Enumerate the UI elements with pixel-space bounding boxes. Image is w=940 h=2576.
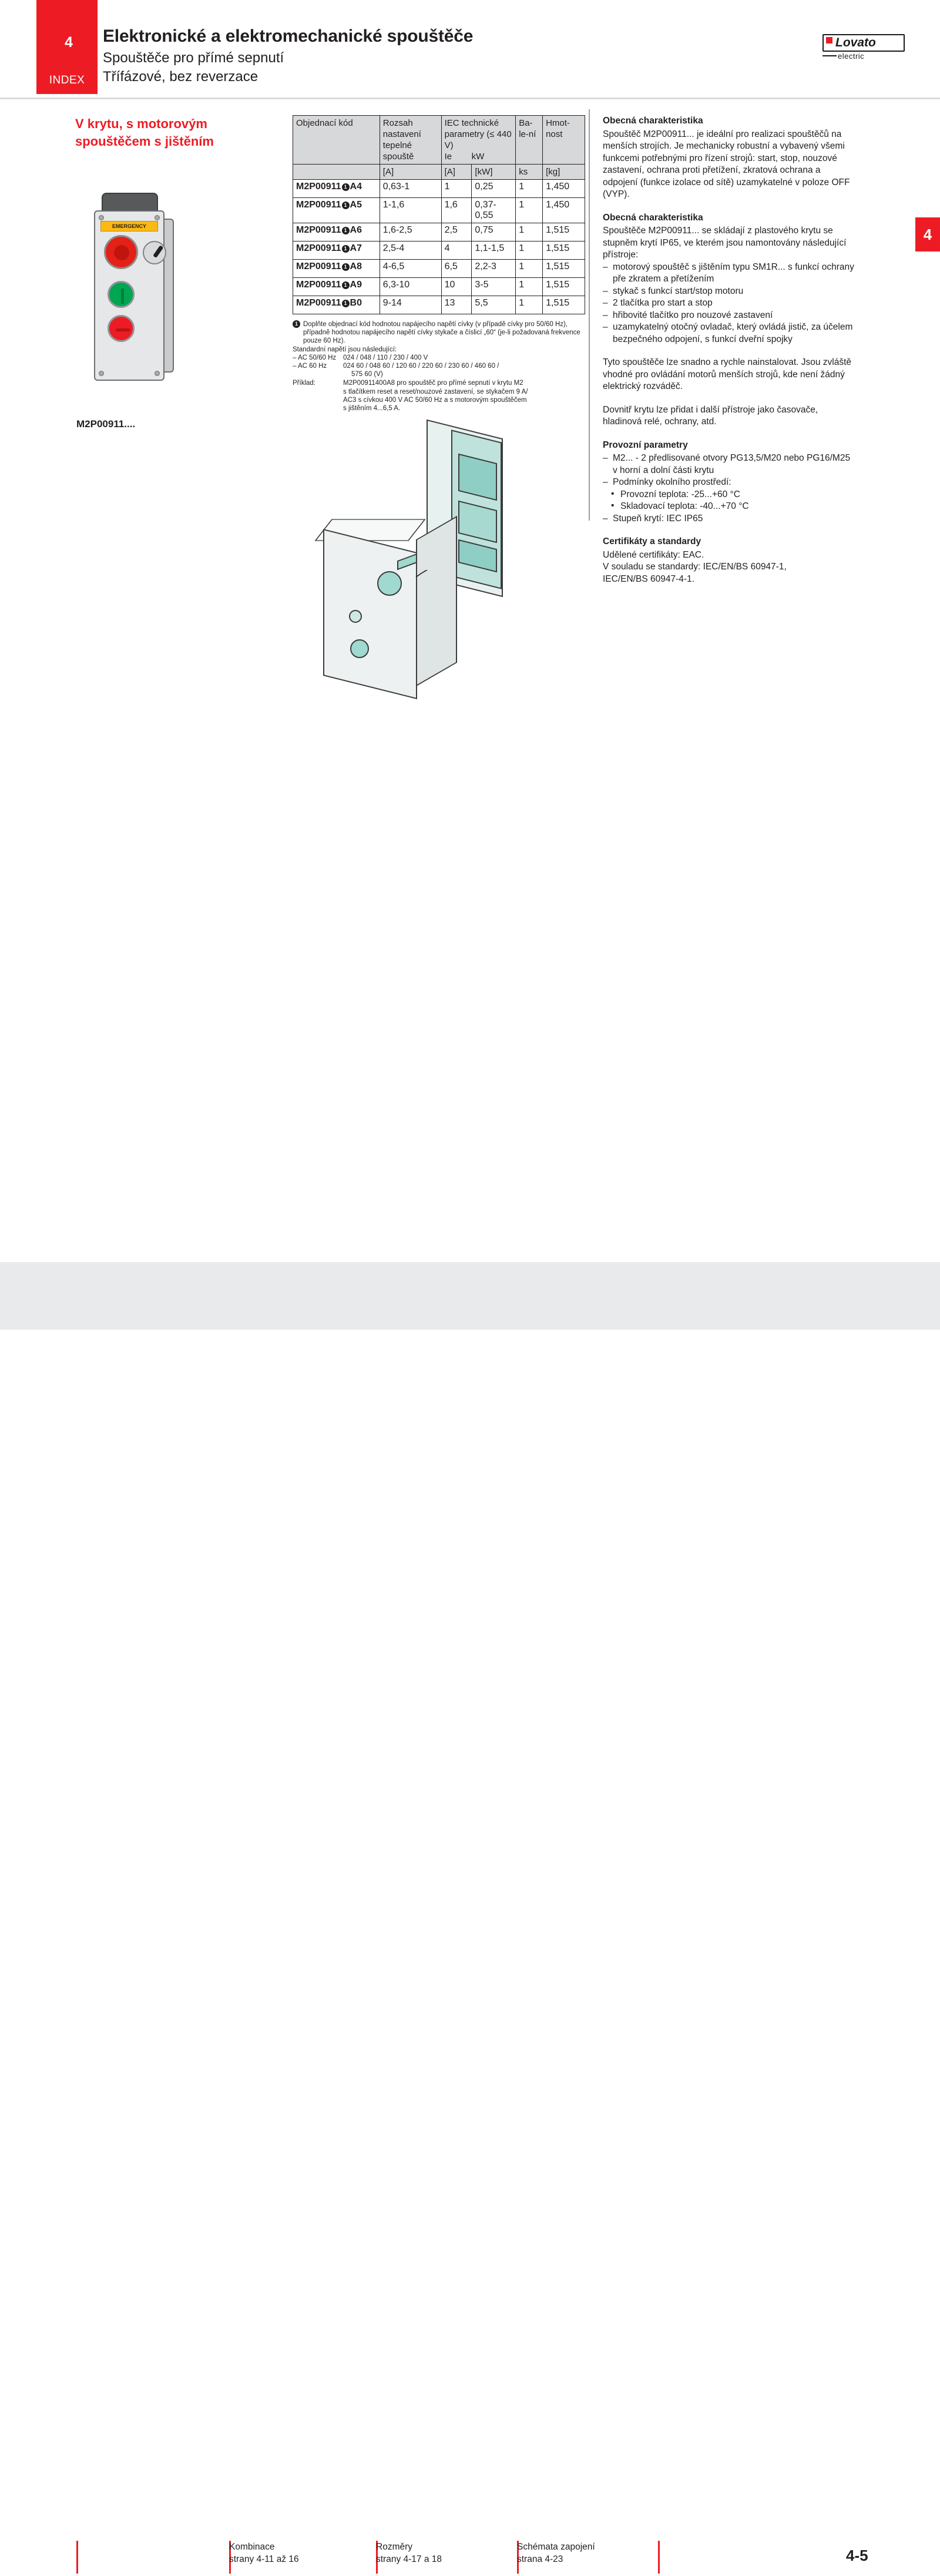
logo-subtext: electric xyxy=(838,52,865,61)
cell-thermal-range: 1-1,6 xyxy=(380,198,441,223)
certificates-standards-block xyxy=(603,536,855,585)
start-icon xyxy=(121,289,124,304)
footer-link-schemata-title: Schémata zapojení xyxy=(517,2542,595,2552)
list-item: – stykač s funkcí start/stop motoru xyxy=(603,286,855,298)
cell-kw: 0,25 xyxy=(472,180,516,198)
cell-thermal-range: 1,6-2,5 xyxy=(380,223,441,242)
product-table-wrap xyxy=(293,115,586,314)
table-row xyxy=(293,278,585,296)
cell-kw: 5,5 xyxy=(472,296,516,314)
block5-title: Provozní parametry xyxy=(603,440,688,450)
installation-note-block xyxy=(603,357,855,393)
cell-kw: 3-5 xyxy=(472,278,516,296)
order-code-bullet-icon: 1 xyxy=(342,183,350,191)
cell-packaging: 1 xyxy=(516,223,543,242)
block2-list xyxy=(603,261,855,346)
cell-thermal-range: 2,5-4 xyxy=(380,242,441,260)
list-item: – motorový spouštěč s jištěním typu SM1R... s funkcí ochrany pře zkratem a přetížením xyxy=(603,261,855,286)
enclosure-top xyxy=(102,193,158,213)
cell-ie: 1,6 xyxy=(441,198,472,223)
cell-packaging: 1 xyxy=(516,296,543,314)
cell-ie: 6,5 xyxy=(441,260,472,278)
block1-text: Spouštěč M2P00911... je ideální pro realizaci spouštěčů na menších strojích. Je mechanicky robustní a vybavený všemi funkcemi potřebnými pro řízení strojů: start, stop, nouzové zastavení, ochrana proti přetížení, zkratová ochrana a odpojení (funkce izolace od sítě) uzamykatelné v poloze OFF (VYP). xyxy=(603,129,850,199)
block3-text: Tyto spouštěče lze snadno a rychle nainstalovat. Jsou zvláště vhodné pro ovládání motorů menších strojů, kde není žádný elektrický rozváděč. xyxy=(603,357,852,391)
footnote-example-l1: M2P00911400A8 pro spouštěč pro přímé sepnutí v krytu M2 xyxy=(343,380,523,387)
block2-text: Spouštěče M2P00911... se skládají z plastového krytu se stupněm krytí IP65, ve kterém jsou namontovány následující přístroje: xyxy=(603,226,847,260)
cell-ie: 1 xyxy=(441,180,472,198)
footnote-example-l3: AC3 s cívkou 400 V AC 50/60 Hz a s motorovým spouštěčem xyxy=(343,396,527,404)
footnote-bullet-icon: 1 xyxy=(293,320,300,328)
block6-title: Certifikáty a standardy xyxy=(603,536,701,546)
list-item: • Skladovací teplota: -40...+70 °C xyxy=(603,501,855,513)
list-item: – Stupeň krytí: IEC IP65 xyxy=(603,513,855,525)
cell-weight: 1,515 xyxy=(543,278,585,296)
cell-weight: 1,450 xyxy=(543,180,585,198)
cell-thermal-range: 4-6,5 xyxy=(380,260,441,278)
footnote-v1-value: 024 / 048 / 110 / 230 / 400 V xyxy=(343,354,428,361)
footer-separator xyxy=(76,2541,78,2574)
list-item: – 2 tlačítka pro start a stop xyxy=(603,297,855,310)
logo-red-square xyxy=(826,37,832,43)
cell-ie: 10 xyxy=(441,278,472,296)
unit-range: [A] xyxy=(380,165,441,180)
emergency-label: EMERGENCY xyxy=(100,221,158,232)
page-footer xyxy=(0,1262,940,2564)
list-item: – M2... - 2 předlisované otvory PG13,5/M20 nebo PG16/M25 v horní a dolní části krytu xyxy=(603,452,855,477)
footnote-v2-value-l1: 024 60 / 048 60 / 120 60 / 220 60 / 230 60 / 460 60 / xyxy=(343,363,499,370)
cell-packaging: 1 xyxy=(516,278,543,296)
logo-underline xyxy=(822,55,837,56)
index-label[interactable]: INDEX xyxy=(49,74,85,86)
side-chapter-tab[interactable] xyxy=(915,217,940,251)
operating-parameters-block xyxy=(603,440,855,525)
cell-ie: 2,5 xyxy=(441,223,472,242)
exploded-assembly-drawing xyxy=(311,423,588,752)
order-code-bullet-icon: 1 xyxy=(342,245,350,253)
header-divider xyxy=(0,98,940,99)
footnote-v2-value-l2: 575 60 (V) xyxy=(351,371,383,378)
footer-link-kombinace-pages: strany 4-11 až 16 xyxy=(229,2554,299,2564)
table-row xyxy=(293,242,585,260)
footer-link-schemata[interactable] xyxy=(517,2541,595,2565)
footer-link-rozmery-title: Rozměry xyxy=(376,2542,413,2552)
footnote-main-text: Doplňte objednací kód hodnotou napájecího napětí cívky (v případě cívky pro 50/60 Hz), případně hodnotou napájecího napětí cívky stykače a číslicí „60“ (je-li požadovaná frekvence pouze 60 Hz). xyxy=(303,321,580,345)
page-title: Elektronické a elektromechanické spouštěče xyxy=(103,26,474,46)
section-title-line2: spouštěčem s jištěním xyxy=(75,134,214,149)
cell-ie: 13 xyxy=(441,296,472,314)
footer-separator xyxy=(658,2541,660,2574)
table-row xyxy=(293,296,585,314)
th-packaging: Ba-le-ní xyxy=(516,116,543,165)
logo-wordmark: Lovato xyxy=(835,36,876,49)
header-titles xyxy=(103,26,473,86)
footer-link-kombinace[interactable] xyxy=(229,2541,299,2565)
stop-button-red xyxy=(108,315,135,342)
table-row xyxy=(293,223,585,242)
order-code-bullet-icon: 1 xyxy=(342,300,350,307)
order-code-bullet-icon: 1 xyxy=(342,227,350,234)
page-header xyxy=(0,0,940,98)
column-divider xyxy=(589,109,590,521)
lovato-electric-logo xyxy=(822,34,905,62)
rotary-selector-knob xyxy=(143,241,166,264)
screw-icon xyxy=(155,371,160,376)
unit-code xyxy=(293,165,380,180)
cell-weight: 1,515 xyxy=(543,242,585,260)
cell-packaging: 1 xyxy=(516,242,543,260)
drawing-small-button xyxy=(349,610,362,623)
index-tab[interactable] xyxy=(36,0,98,94)
cell-thermal-range: 9-14 xyxy=(380,296,441,314)
cell-order-code: M2P00911 1 B0 xyxy=(293,296,380,314)
table-footnote xyxy=(293,320,586,412)
general-characteristics-block-2 xyxy=(603,212,855,346)
footer-items xyxy=(0,2541,940,2576)
cell-order-code: M2P00911 1 A5 xyxy=(293,198,380,223)
table-row xyxy=(293,180,585,198)
block6-line2: V souladu se standardy: IEC/EN/BS 60947-1, xyxy=(603,562,787,572)
th-weight: Hmot-nost xyxy=(543,116,585,165)
unit-kw: [kW] xyxy=(472,165,516,180)
list-item: • Provozní teplota: -25...+60 °C xyxy=(603,489,855,501)
footnote-standard-label: Standardní napětí jsou následující: xyxy=(293,346,397,353)
screw-icon xyxy=(99,215,104,220)
unit-weight: [kg] xyxy=(543,165,585,180)
footer-link-rozmery[interactable] xyxy=(376,2541,442,2565)
footnote-example-l4: s jištěním 4...6,5 A. xyxy=(343,405,401,412)
cell-order-code: M2P00911 1 A7 xyxy=(293,242,380,260)
product-table xyxy=(293,115,585,314)
cell-order-code: M2P00911 1 A6 xyxy=(293,223,380,242)
cell-kw: 0,75 xyxy=(472,223,516,242)
drawing-rotary-knob xyxy=(377,571,402,596)
footnote-v1-label: – AC 50/60 Hz xyxy=(293,354,337,361)
table-row xyxy=(293,260,585,278)
footnote-example-label: Příklad: xyxy=(293,380,315,387)
screw-icon xyxy=(155,215,160,220)
section-title-line1: V krytu, s motorovým xyxy=(75,116,207,131)
page-subtitle-2: Třífázové, bez reverzace xyxy=(103,69,258,85)
block1-title: Obecná charakteristika xyxy=(603,116,703,126)
order-code-bullet-icon: 1 xyxy=(342,202,350,209)
start-button-green xyxy=(108,281,135,308)
emergency-stop-button xyxy=(104,235,138,269)
stop-icon xyxy=(116,328,130,331)
table-body xyxy=(293,180,585,314)
page-subtitle-1: Spouštěče pro přímé sepnutí xyxy=(103,50,284,66)
block5-list xyxy=(603,452,855,525)
footer-link-schemata-pages: strana 4-23 xyxy=(517,2554,563,2564)
th-ie: Ie xyxy=(444,152,452,162)
drawing-enclosure-front xyxy=(323,529,417,699)
table-header-row xyxy=(293,116,585,165)
footnote-v2-label: – AC 60 Hz xyxy=(293,363,327,370)
th-kw: kW xyxy=(471,152,485,162)
cell-packaging: 1 xyxy=(516,198,543,223)
footer-link-kombinace-title: Kombinace xyxy=(229,2542,275,2552)
unit-pack: ks xyxy=(516,165,543,180)
block6-line1: Udělené certifikáty: EAC. xyxy=(603,549,704,560)
cell-weight: 1,450 xyxy=(543,198,585,223)
side-chapter-number: 4 xyxy=(923,226,932,243)
cell-weight: 1,515 xyxy=(543,260,585,278)
footer-link-rozmery-pages: strany 4-17 a 18 xyxy=(376,2554,442,2564)
product-caption: M2P00911.... xyxy=(76,418,136,430)
table-row xyxy=(293,198,585,223)
block2-title: Obecná charakteristika xyxy=(603,212,703,223)
block4-text: Dovnitř krytu lze přidat i další přístroje jako časovače, hladinová relé, ochrany, atd. xyxy=(603,404,818,427)
screw-icon xyxy=(99,371,104,376)
th-iec-params xyxy=(441,116,516,165)
list-item: – Podmínky okolního prostředí: xyxy=(603,477,855,489)
footnote-example-l2: s tlačítkem reset a reset/nouzové zastavení, se stykačem 9 A/ xyxy=(343,388,528,395)
cell-kw: 2,2-3 xyxy=(472,260,516,278)
cell-order-code: M2P00911 1 A4 xyxy=(293,180,380,198)
cell-weight: 1,515 xyxy=(543,223,585,242)
list-item: – hřibovité tlačítko pro nouzové zastavení xyxy=(603,310,855,322)
section-title xyxy=(75,115,269,150)
extra-devices-block xyxy=(603,404,855,428)
unit-ie: [A] xyxy=(441,165,472,180)
cell-weight: 1,515 xyxy=(543,296,585,314)
page-number: 4-5 xyxy=(846,2547,868,2564)
leader-line-svg xyxy=(415,570,591,687)
block6-line3: IEC/EN/BS 60947-4-1. xyxy=(603,573,694,584)
th-order-code: Objednací kód xyxy=(293,116,380,165)
general-characteristics-block-1 xyxy=(603,115,855,201)
cell-thermal-range: 6,3-10 xyxy=(380,278,441,296)
drawing-large-button xyxy=(350,639,369,658)
cell-packaging: 1 xyxy=(516,260,543,278)
th-iec-params-text: IEC technické parametry (≤ 440 V) xyxy=(444,118,512,150)
cell-order-code: M2P00911 1 A8 xyxy=(293,260,380,278)
cell-kw: 1,1-1,5 xyxy=(472,242,516,260)
chapter-number: 4 xyxy=(65,34,73,51)
right-column xyxy=(603,115,855,596)
left-column xyxy=(75,115,269,150)
cell-order-code: M2P00911 1 A9 xyxy=(293,278,380,296)
list-item: – uzamykatelný otočný ovladač, který ovládá jistič, za účelem bezpečného odpojení, s funkcí dveřní spojky xyxy=(603,321,855,346)
cell-kw: 0,37-0,55 xyxy=(472,198,516,223)
cell-packaging: 1 xyxy=(516,180,543,198)
cell-ie: 4 xyxy=(441,242,472,260)
product-photo xyxy=(79,182,197,417)
cell-thermal-range: 0,63-1 xyxy=(380,180,441,198)
order-code-bullet-icon: 1 xyxy=(342,281,350,289)
order-code-bullet-icon: 1 xyxy=(342,263,350,271)
knob-pointer xyxy=(153,245,163,258)
th-thermal-range: Rozsah nastavení tepelné spouště xyxy=(380,116,441,165)
table-units-row xyxy=(293,165,585,180)
